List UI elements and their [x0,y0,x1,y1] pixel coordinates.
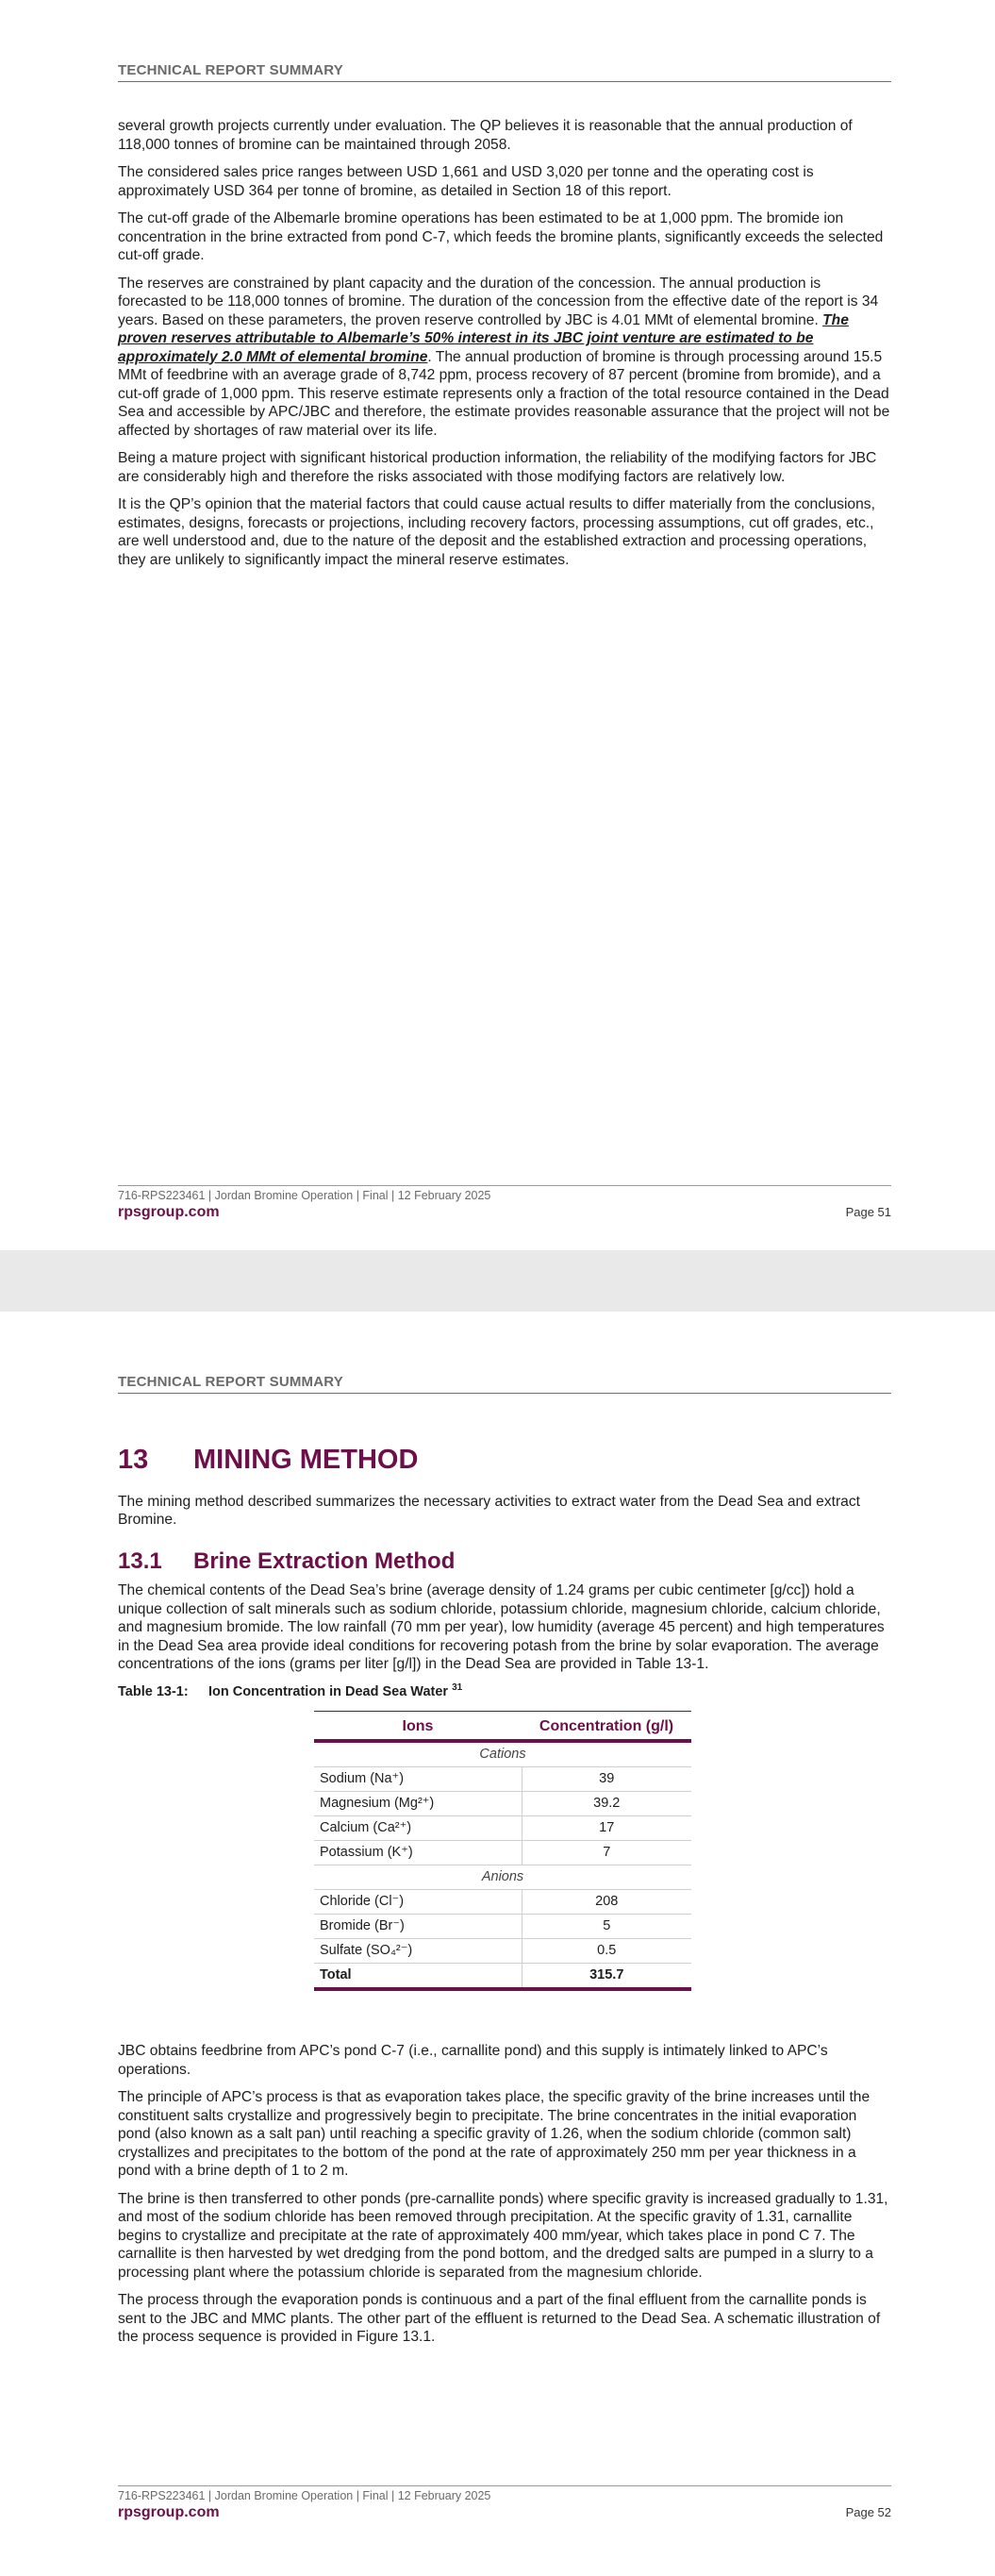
footer-info: 716-RPS223461 | Jordan Bromine Operation | Final | 12 February 2025 [118,1185,891,1202]
paragraph-sales-price: The considered sales price ranges between USD 1,661 and USD 3,020 per tonne and the operating cost is approximately USD 364 per tonne of bromine, as detailed in Section 18 of this report. [118,164,814,199]
ion-concentration: 7 [522,1841,691,1865]
page-body [118,1423,891,2356]
table-row [314,1792,691,1816]
ion-name: Sodium (Na⁺) [314,1767,522,1792]
ion-concentration: 0.5 [522,1939,691,1964]
paragraph-reserves [118,275,891,441]
paragraph-intro: The mining method described summarizes the necessary activities to extract water from the Dead Sea and extract Bromine. [118,1493,860,1528]
ion-concentration: 17 [522,1816,691,1841]
table-row [314,1890,691,1915]
table-row [314,1841,691,1865]
group-label-anions: Anions [314,1865,691,1890]
paragraph-cutoff-grade: The cut-off grade of the Albemarle bromine operations has been estimated to be at 1,000 ppm. The bromide ion concentration in the brine extracted from pond C-7, which feeds the bromine plants, significantly exceeds the selected cut-off grade. [118,210,884,263]
footer-info: 716-RPS223461 | Jordan Bromine Operation | Final | 12 February 2025 [118,2485,891,2502]
reserves-text-c: . The annual production of bromine is through processing around 15.5 MMt of feedbrine with an average grade of 8,742 ppm, process recovery of 87 percent (bromine from bromide), and a cut-off grade of 1,000 ppm. This reserve estimate represents only a fraction of the total resource contained in the Dead Sea and accessible by APC/JBC and therefore, the estimate provides reasonable assurance that the project will not be affected by shortages of raw material over its life. [118,348,890,439]
subsection-number: 13.1 [118,1547,162,1574]
page-header: TECHNICAL REPORT SUMMARY [118,1374,891,1394]
paragraph-growth: several growth projects currently under evaluation. The QP believes it is reasonable that the annual production of 118,000 tonnes of bromine can be maintained through 2058. [118,118,853,153]
ion-concentration: 208 [522,1890,691,1915]
ion-name: Magnesium (Mg²⁺) [314,1792,522,1816]
table-caption [118,1683,891,1702]
table-row [314,1816,691,1841]
reserves-highlight: The proven reserves attributable to Albemarle’s 50% interest in its JBC joint venture are estimated to be approximately 2.0 MMt of elemental bromine [118,311,849,365]
footer-website-link[interactable]: rpsgroup.com [118,1204,220,1220]
ion-name: Chloride (Cl⁻) [314,1890,522,1915]
table-row [314,1939,691,1964]
ion-name: Potassium (K⁺) [314,1841,522,1865]
footer-website-link[interactable]: rpsgroup.com [118,2504,220,2520]
paragraph-feedbrine: JBC obtains feedbrine from APC’s pond C-7 (i.e., carnallite pond) and this supply is intimately linked to APC’s operations. [118,2043,828,2078]
ion-concentration-table [314,1711,691,1991]
paragraph-process-principle: The principle of APC’s process is that as evaporation takes place, the specific gravity of the brine increases until the constituent salts crystallize and progressively begin to precipitate. The brine concentrates in the initial evaporation pond (also known as a salt pan) until reaching a specific gravity of 1.26, when the sodium chloride (common salt) crystallizes and precipitates to the bottom of the pond at the rate of approximately 250 mm per year thickness in a pond with a brine depth of 1 to 2 m. [118,2089,871,2179]
ion-name: Bromide (Br⁻) [314,1915,522,1939]
table-number: Table 13-1: [118,1683,189,1699]
subsection-heading [118,1547,891,1574]
page-header: TECHNICAL REPORT SUMMARY [118,62,891,82]
paragraph-qp-opinion: It is the QP’s opinion that the material factors that could cause actual results to differ materially from the conclusions, estimates, designs, forecasts or projections, including recovery factors, processing assumptions, cut off grades, etc., are well understood and, due to the nature of the deposit and the established extraction and processing operations, they are unlikely to significantly impact the mineral reserve estimates. [118,496,875,568]
paragraph-mature-project: Being a mature project with significant historical production information, the reliability of the modifying factors for JBC are considerably high and therefore the risks associated with those modifying factors are relatively low. [118,450,877,485]
page-footer [118,2485,891,2521]
column-header-concentration: Concentration (g/l) [539,1718,674,1734]
total-label: Total [314,1964,522,1990]
ion-name: Sulfate (SO₄²⁻) [314,1939,522,1964]
subsection-title: Brine Extraction Method [193,1547,456,1574]
table-header-row [314,1712,691,1742]
table-group-row [314,1865,691,1890]
report-page-51 [0,0,995,1250]
ion-concentration: 5 [522,1915,691,1939]
page-footer [118,1185,891,1221]
paragraph-chemical-contents: The chemical contents of the Dead Sea’s brine (average density of 1.24 grams per cubic centimeter [g/cc]) hold a unique collection of salt minerals such as sodium chloride, potassium chloride, magnesium chloride, calcium chloride, and magnesium bromide. The low rainfall (70 mm per year), low humidity (average 45 percent) and high temperatures in the Dead Sea area provide ideal conditions for recovering potash from the brine by solar evaporation. The average concentrations of the ions (grams per liter [g/l]) in the Dead Sea are provided in Table 13-1. [118,1582,885,1672]
section-heading [118,1445,891,1475]
page-number: Page 52 [845,2505,891,2519]
table-row [314,1767,691,1792]
page-body [118,117,891,578]
ion-concentration: 39.2 [522,1792,691,1816]
report-page-52 [0,1312,995,2576]
table-footnote-ref: 31 [452,1681,463,1693]
ion-concentration: 39 [522,1767,691,1792]
group-label-cations: Cations [314,1741,691,1767]
section-number: 13 [118,1445,149,1475]
total-value: 315.7 [522,1964,691,1990]
reserves-text-a: The reserves are constrained by plant capacity and the duration of the concession. The annual production is forecasted to be 118,000 tonnes of bromine. The duration of the concession from the effective date of the report is 34 years. Based on these parameters, the proven reserve controlled by JBC is 4.01 MMt of elemental bromine. [118,275,879,328]
table-row [314,1915,691,1939]
paragraph-brine-transfer: The brine is then transferred to other ponds (pre-carnallite ponds) where specific gravity is increased gradually to 1.31, and most of the sodium chloride has been removed through precipitation. At the specific gravity of 1.31, carnallite begins to crystallize and precipitate at the rate of approximately 400 mm/year, which takes place in pond C 7. The carnallite is then harvested by wet dredging from the pond bottom, and the dredged salts are pumped in a slurry to a processing plant where the potassium chloride is separated from the magnesium chloride. [118,2190,888,2281]
page-number: Page 51 [845,1205,891,1219]
ion-name: Calcium (Ca²⁺) [314,1816,522,1841]
table-group-row [314,1741,691,1767]
paragraph-evaporation-process: The process through the evaporation ponds is continuous and a part of the final effluent from the carnallite ponds is sent to the JBC and MMC plants. The other part of the effluent is returned to the Dead Sea. A schematic illustration of the process sequence is provided in Figure 13.1. [118,2292,881,2345]
column-header-ions: Ions [402,1718,434,1734]
section-title: MINING METHOD [193,1445,419,1475]
table-title: Ion Concentration in Dead Sea Water [208,1683,449,1699]
table-total-row [314,1964,691,1990]
